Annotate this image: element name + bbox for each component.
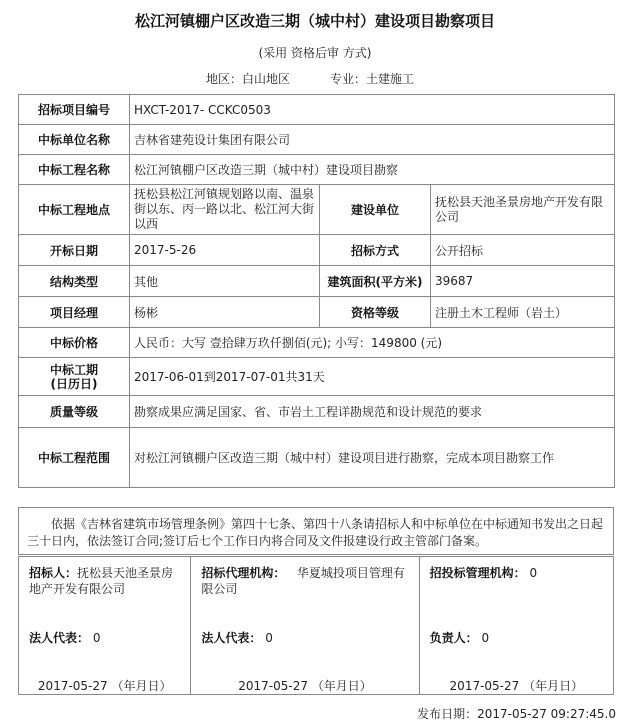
builder-label: 建设单位 [320,185,431,235]
area-label: 建筑面积(平方米) [320,266,431,297]
publish-date-value: 2017-05-27 09:27:45.0 [477,707,616,721]
tenderer-party [29,565,184,597]
period-label-main: 中标工期 [49,362,98,377]
location-value: 抚松县松江河镇规划路以南、温泉街以东、丙一路以北、松江河大街以西 [130,185,320,235]
tenderer-rep [29,629,100,646]
page-title: 松江河镇棚户区改造三期（城中村）建设项目勘察项目 [134,12,495,30]
publish-date [417,705,616,722]
table-row [19,428,615,488]
winner-value: 吉林省建苑设计集团有限公司 [130,125,615,155]
tenderer-rep-value: 0 [92,631,101,645]
agency-rep-label: 法人代表： [201,631,262,645]
scope-label: 中标工程范围 [19,428,130,488]
authority-party [430,565,607,581]
period-label-sub: (日历日) [50,376,98,391]
authority-rep-value: 0 [481,631,490,645]
table-row [19,235,615,266]
area-value: 39687 [431,266,615,297]
manager-value: 杨彬 [130,297,320,328]
start-date-value: 2017-5-26 [130,235,320,266]
signature-section [18,556,614,695]
quality-label: 质量等级 [19,396,130,428]
legal-notice: 依据《吉林省建筑市场管理条例》第四十七条、第四十八条请招标人和中标单位在中标通知书发出之日起三十日内，依法签订合同;签订后七个工作日内将合同及文件报建设行政主管部门备案。 [18,507,614,555]
tenderer-date: 2017-05-27 （年月日） [37,679,172,693]
tenderer-value: 抚松县天池圣景房地产开发有限公司 [29,566,174,596]
builder-value: 抚松县天池圣景房地产开发有限公司 [431,185,615,235]
price-value: 人民币：大写 壹拾肆万玖仟捌佰(元); 小写：149800 (元) [130,328,615,358]
agency-label: 招标代理机构： [201,566,286,580]
agency-value: 华夏城投项目管理有限公司 [201,566,405,596]
project-name-label: 中标工程名称 [19,155,130,185]
bid-no-value: HXCT-2017- CCKC0503 [130,95,615,125]
table-row [19,358,615,396]
agency-rep [201,629,272,646]
specialty-value: 土建施工 [366,72,415,86]
agency-rep-value: 0 [265,631,273,645]
region-meta [206,70,290,87]
qualification-value: 注册土木工程师（岩土） [431,297,615,328]
bid-result-table [18,94,615,488]
price-label: 中标价格 [19,328,130,358]
start-date-label: 开标日期 [19,235,130,266]
authority-rep-label: 负责人： [429,631,478,645]
table-row [19,185,615,235]
publish-date-label: 发布日期： [417,707,478,721]
tenderer-label: 招标人： [29,566,78,580]
page-subtitle: (采用 资格后审 方式) [258,46,372,60]
manager-label: 项目经理 [19,297,130,328]
table-row [19,95,615,125]
bid-no-label: 招标项目编号 [19,95,130,125]
region-label: 地区： [206,72,243,86]
tenderer-rep-label: 法人代表： [29,631,90,645]
qualification-label: 资格等级 [320,297,431,328]
bid-method-value: 公开招标 [431,235,615,266]
agency-date: 2017-05-27 （年月日） [238,679,372,693]
specialty-label: 专业： [330,72,367,86]
table-row [19,125,615,155]
table-row [19,266,615,297]
bid-method-label: 招标方式 [320,235,431,266]
agency-party [201,565,412,597]
specialty-meta [330,70,414,87]
agency-column [191,557,419,694]
period-value: 2017-06-01到2017-07-01共31天 [130,358,615,396]
period-label [19,358,130,396]
authority-label: 招投标管理机构： [429,566,526,580]
tenderer-column [19,557,191,694]
project-name-value: 松江河镇棚户区改造三期（城中村）建设项目勘察 [130,155,615,185]
quality-value: 勘察成果应满足国家、省、市岩土工程详勘规范和设计规范的要求 [130,396,615,428]
authority-column [420,557,613,694]
table-row [19,396,615,428]
structure-label: 结构类型 [19,266,130,297]
authority-value: 0 [529,566,538,580]
winner-label: 中标单位名称 [19,125,130,155]
region-value: 白山地区 [242,72,291,86]
table-row [19,155,615,185]
structure-value: 其他 [130,266,320,297]
location-label: 中标工程地点 [19,185,130,235]
authority-rep [430,629,489,646]
table-row [19,328,615,358]
scope-value: 对松江河镇棚户区改造三期（城中村）建设项目进行勘察，完成本项目勘察工作 [130,428,615,488]
table-row [19,297,615,328]
authority-date: 2017-05-27 （年月日） [449,679,584,693]
